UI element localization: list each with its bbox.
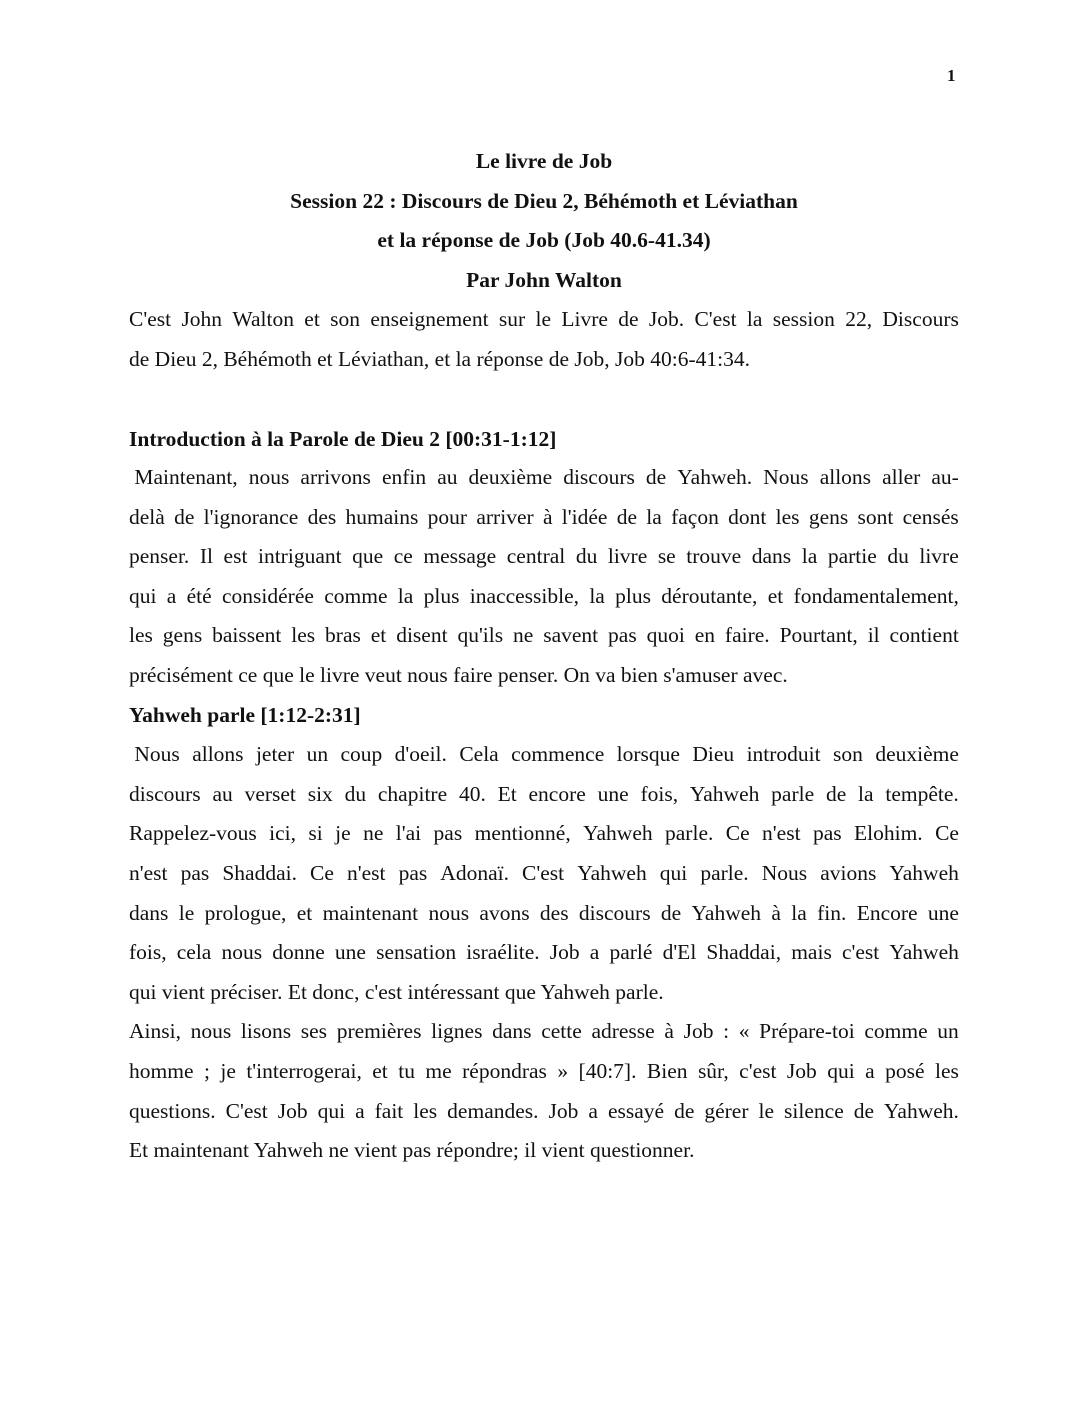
text-line: les gens baissent les bras et disent qu'ils ne savent pas quoi en faire. Pourtant, il contient — [129, 623, 959, 648]
author-line: Par John Walton — [466, 267, 622, 292]
section-heading-intro — [129, 420, 959, 460]
session-subtitle: et la réponse de Job (Job 40.6-41.34) — [377, 228, 711, 252]
intro-paragraph — [129, 300, 959, 379]
text-line: Et maintenant Yahweh ne vient pas répondre; il vient questionner. — [129, 1138, 695, 1163]
text-line: qui vient préciser. Et donc, c'est intéressant que Yahweh parle. — [129, 979, 664, 1004]
text-line: questions. C'est Job qui a fait les demandes. Job a essayé de gérer le silence de Yahweh. — [129, 1098, 959, 1123]
text-line: Ainsi, nous lisons ses premières lignes dans cette adresse à Job : « Prépare-toi comme un — [129, 1019, 959, 1044]
text-line: Maintenant, nous arrivons enfin au deuxième discours de Yahweh. Nous allons aller au- — [129, 465, 959, 489]
page-number: 1 — [947, 66, 956, 85]
text-line: homme ; je t'interrogerai, et tu me répondras » [40:7]. Bien sûr, c'est Job qui a posé les — [129, 1058, 959, 1083]
text-line: n'est pas Shaddai. Ce n'est pas Adonaï. C'est Yahweh qui parle. Nous avions Yahweh — [129, 860, 959, 885]
text-line: delà de l'ignorance des humains pour arriver à l'idée de la façon dont les gens sont censés — [129, 504, 959, 529]
text-line: penser. Il est intriguant que ce message central du livre se trouve dans la partie du livre — [129, 544, 959, 569]
text-line: discours au verset six du chapitre 40. Et encore une fois, Yahweh parle de la tempête. — [129, 781, 959, 806]
title-block — [0, 142, 1088, 300]
text-line: qui a été considérée comme la plus inaccessible, la plus déroutante, et fondamentalement, — [129, 583, 959, 608]
text-line: fois, cela nous donne une sensation israélite. Job a parlé d'El Shaddai, mais c'est Yahweh — [129, 940, 959, 965]
text-line: de Dieu 2, Béhémoth et Léviathan, et la réponse de Job, Job 40:6-41:34. — [129, 346, 750, 371]
text-line: C'est John Walton et son enseignement sur le Livre de Job. C'est la session 22, Discours — [129, 307, 959, 331]
text-line: Rappelez-vous ici, si je ne l'ai pas mentionné, Yahweh parle. Ce n'est pas Elohim. Ce — [129, 821, 959, 846]
text-line: précisément ce que le livre veut nous faire penser. On va bien s'amuser avec. — [129, 662, 788, 687]
body-text — [129, 458, 959, 1171]
session-title: Session 22 : Discours de Dieu 2, Béhémoth et Léviathan — [290, 188, 798, 213]
text-line: dans le prologue, et maintenant nous avons des discours de Yahweh à la fin. Encore une — [129, 900, 959, 925]
text-line: Nous allons jeter un coup d'oeil. Cela commence lorsque Dieu introduit son deuxième — [129, 742, 959, 767]
heading-text: Introduction à la Parole de Dieu 2 [00:31-1:12] — [129, 427, 557, 451]
section-heading-yahweh: Yahweh parle [1:12-2:31] — [129, 702, 361, 727]
document-title: Le livre de Job — [475, 149, 613, 173]
